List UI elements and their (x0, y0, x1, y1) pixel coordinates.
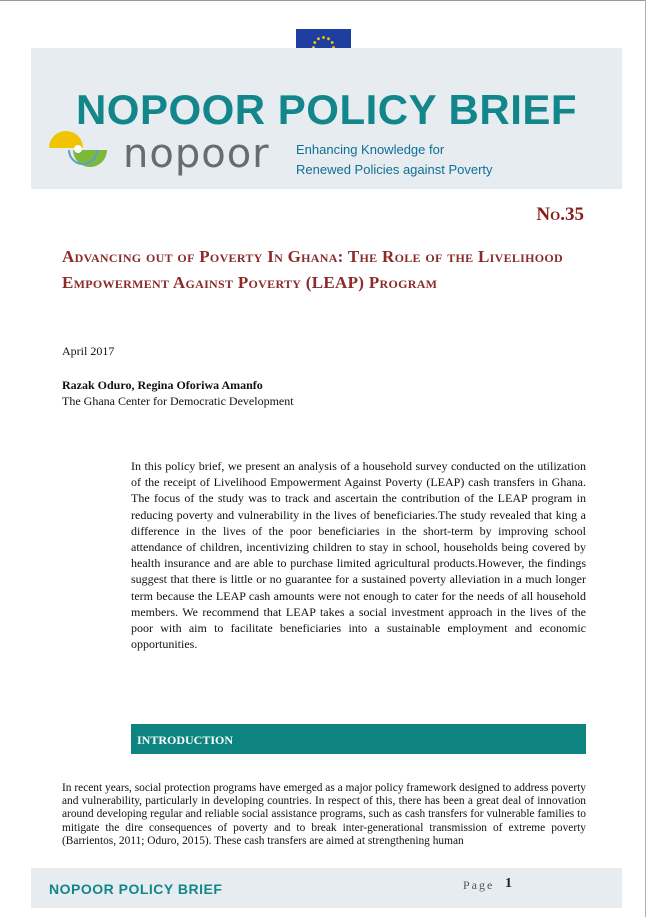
tagline-line-1: Enhancing Knowledge for (296, 142, 445, 157)
brief-title: Advancing out of Poverty In Ghana: The Role of the Livelihood Empowerment Against Poverty (LEAP) Program (62, 247, 564, 292)
header-banner (31, 48, 622, 189)
footer-brand: NOPOOR POLICY BRIEF (49, 881, 223, 897)
publication-date: April 2017 (62, 344, 115, 358)
page-label: Page (463, 878, 495, 892)
page-top-border (0, 0, 646, 1)
footer-bar (31, 868, 622, 908)
banner-title: NOPOOR POLICY BRIEF (75, 86, 578, 133)
affiliation: The Ghana Center for Democratic Development (62, 394, 294, 408)
page-number: 1 (505, 876, 512, 891)
issue-number: No.35 (536, 204, 584, 225)
section-heading-bar (131, 724, 586, 754)
nopoor-logo-icon (47, 128, 109, 170)
tagline (296, 140, 493, 180)
authors: Razak Oduro, Regina Oforiwa Amanfo (62, 378, 263, 392)
tagline-line-2: Renewed Policies against Poverty (296, 162, 493, 177)
introduction-paragraph: In recent years, social protection programs have emerged as a major policy framework designed to address poverty and vulnerability, particularly in developing countries. In respect of this, there has been a great deal of innovation around developing regular and reliable social assistance programs, such as cash transfers for vulnerable families to mitigate the dire consequences of poverty and to break inter-generational transmission of extreme poverty (Barrientos, 2011; Oduro, 2015). These cash transfers are aimed at strengthening human (62, 782, 586, 847)
nopoor-logo-text: nopoor (123, 131, 270, 177)
abstract-paragraph: In this policy brief, we present an analysis of a household survey conducted on the utilization of the receipt of Livelihood Empowerment Against Poverty (LEAP) cash transfers in Ghana. The focus of the study was to track and ascertain the contribution of the LEAP program in reducing poverty and vulnerability in the lives of beneficiaries.The study revealed that king a difference in the lives of the poor beneficiaries in the short-term by improving school attendance of children, incentivizing children to stay in school, households being covered by health insurance and are able to purchase limited agricultural products.However, the findings suggest that there is little or no guarantee for a sustained poverty alleviation in a much longer term because the LEAP cash amounts were not enough to cater for the needs of all household members. We recommend that LEAP takes a social investment approach in the lives of the poor with aim to facilitate beneficiaries into a sustainable employment and economic opportunities. (131, 459, 586, 652)
section-heading: INTRODUCTION (137, 733, 234, 747)
